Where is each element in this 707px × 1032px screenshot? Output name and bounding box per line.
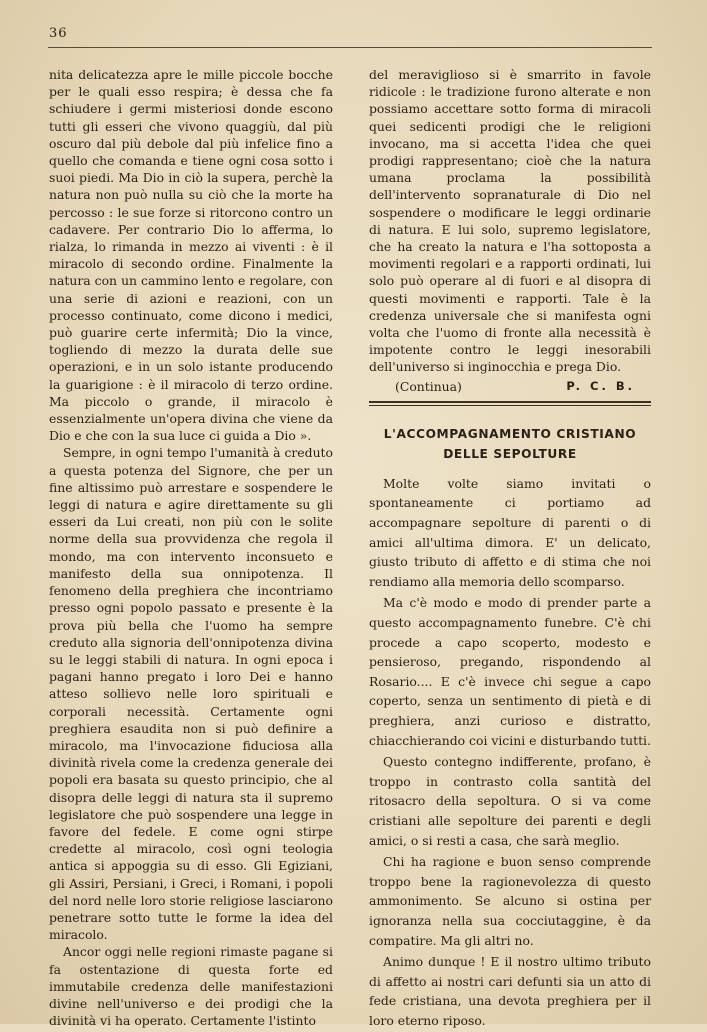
article-paragraph: Animo dunque ! E il nostro ultimo tributo di affetto ai nostri cari defunti sia un atto di fede cristiana, una devota preghiera per il loro eterno riposo. — [369, 954, 651, 1028]
continua-label: (Continua) — [395, 378, 462, 394]
article-paragraph: Questo contegno indifferente, profano, è troppo in contrasto colla santità del ritosacro della sepoltura. O si va come cristiani alle sepolture dei parenti e degli amici, o si resti a casa, che sarà meglio. — [369, 754, 651, 848]
left-paragraph-2: Sempre, in ogni tempo l'umanità à creduto a questa potenza del Signore, che per un fine altissimo può arrestare e sospendere le leggi di natura e agire direttamente su gli esseri da Lui creati, non più con le solite norme della sua provvidenza che regola il mondo, ma con intervento inconsueto e manifesto della sua onnipotenza. Il fenomeno della preghiera che incontriamo presso ogni popolo passato e presente è la prova più bella che l'uomo ha sempre creduto alla signoria dell'onnipotenza divina su le leggi stabili di natura. In ogni epoca i pagani hanno pregato i loro Dei e hanno atteso sollievo nelle loro spirituali e corporali necessità. Certamente ogni preghiera esaudita non si può definire a miracolo, ma l'invocazione fiduciosa alla divinità rivela come la credenza generale dei popoli era basata su questo principio, che al disopra delle leggi di natura sta il supremo legislatore che può sospendere una legge in favore del fedele. E come ogni stirpe credette al miracolo, così ogni teologia antica si appoggia su di esso. Gli Egiziani, gli Assiri, Persiani, i Greci, i Romani, i popoli del nord nelle loro storie religiose lasciarono penetrare sotto tutte le forme la idea del miracolo. — [49, 445, 333, 943]
article-separator-thin — [369, 405, 651, 406]
article-body — [369, 474, 651, 1031]
author-signature: P. C. B. — [566, 378, 635, 393]
article-separator-thick — [369, 401, 651, 403]
right-column — [369, 66, 651, 1032]
article-title — [369, 424, 651, 464]
left-paragraph-1: nita delicatezza apre le mille piccole bocche per le quali esso respira; è dessa che fa schiudere i germi misteriosi donde escono tutti gli esseri che vivono quaggiù, dal più oscuro dal più debole dal più infelice fino a quello che comanda e tiene ogni cosa sotto i suoi piedi. Ma Dio in ciò la supera, perchè la natura non può nulla su ciò che la morte ha percosso : le sue forze si ritorcono contro un cadavere. Per contrario Dio lo afferma, lo rialza, lo rimanda in mezzo ai viventi : è il miracolo di secondo ordine. Finalmente la natura con un cammino lento e regolare, con una serie di azioni e reazioni, con un processo continuato, come dicono i medici, può guarire certe infermità; Dio la vince, togliendo di mezzo la durata delle sue operazioni, e in un solo istante producendo la guarigione : è il miracolo di terzo ordine. Ma piccolo o grande, il miracolo è essenzialmente un'opera divina che viene da Dio e che con la sua luce ci guida a Dio ». — [49, 67, 333, 444]
article-title-line-1: L'ACCOMPAGNAMENTO CRISTIANO — [383, 426, 637, 441]
header-rule — [48, 47, 652, 48]
article-paragraph: Chi ha ragione e buon senso comprende troppo bene la ragionevolezza di questo ammonimento. Se alcuno si ostina per ignoranza nella sua cocciutaggine, è da compatire. Ma gli altri no. — [369, 854, 651, 948]
article-title-line-2: DELLE SEPOLTURE — [443, 446, 577, 461]
continuation-line — [369, 376, 651, 395]
left-column — [49, 66, 333, 1029]
article-paragraph: Ma c'è modo e modo di prender parte a questo accompagnamento funebre. C'è chi procede a capo scoperto, modesto e pensieroso, pregando, rispondendo al Rosario.... E c'è invece chi segue a capo coperto, senza un sentimento di pietà e di preghiera, anzi curioso e distratto, chiacchierando coi vicini e disturbando tutti. — [369, 595, 651, 748]
left-paragraph-3: Ancor oggi nelle regioni rimaste pagane si fa ostentazione di questa forte ed immutabile credenza delle manifestazioni divine nell'universo e dei prodigi che la divinità vi ha operato. Certamente l'istinto — [49, 944, 333, 1029]
right-paragraph-continued: del meraviglioso si è smarrito in favole ridicole : le tradizione furono alterate e non possiamo accettare sotto forma di miracoli quei sedicenti prodigi che le religioni invocano, ma si accetta l'idea che quei prodigi rappresentano; cioè che la natura umana proclama la possibilità dell'intervento sopranaturale di Dio nel sospendere o modificare le leggi ordinarie di natura. E lui solo, supremo legislatore, che ha creato la natura e l'ha sottoposta a movimenti regolari e a rapporti ordinati, lui solo può operare al di fuori e al disopra di questi movimenti e rapporti. Tale è la credenza universale che si manifesta ogni volta che l'uomo di fronte alla necessità è impotente contro le leggi inesorabili dell'universo si inginocchia e prega Dio. — [369, 67, 651, 375]
page-number: 36 — [49, 26, 68, 41]
article-paragraph: Molte volte siamo invitati o spontaneamente ci portiamo ad accompagnare sepolture di parenti o di amici all'ultima dimora. E' un delicato, giusto tributo di affetto e di stima che noi rendiamo alla memoria dello scomparso. — [369, 475, 651, 589]
